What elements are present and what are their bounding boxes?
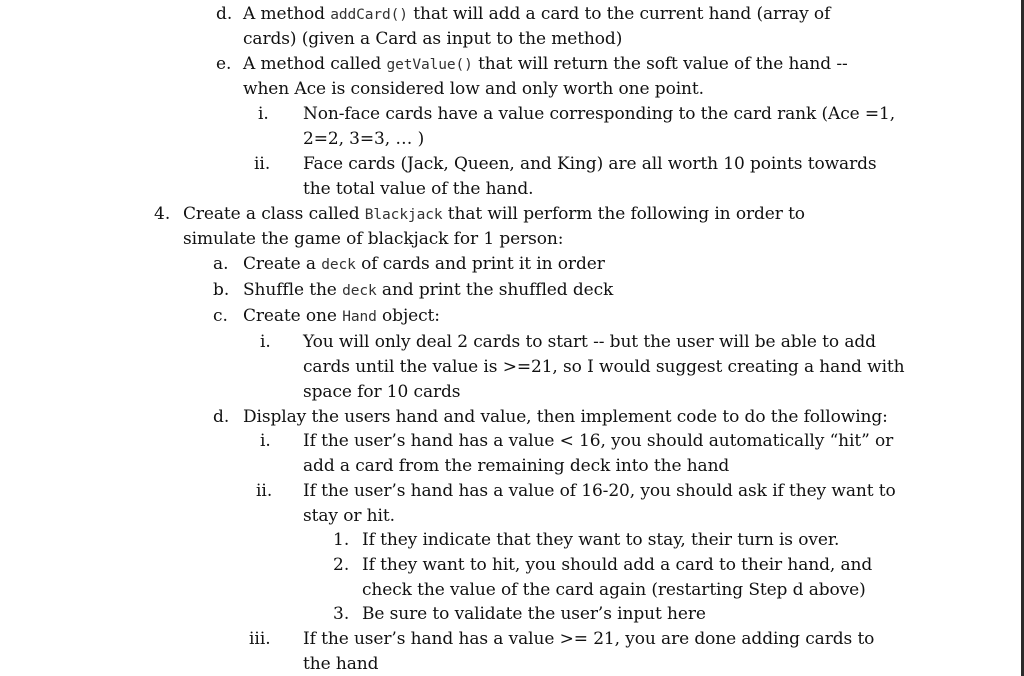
item-4-text-post: that will perform the following in order to: [442, 204, 805, 224]
deck-code: deck: [321, 257, 356, 273]
item-4d-line: Display the users hand and value, then implement code to do the following:: [243, 407, 888, 427]
item-e-ii-marker: ii.: [254, 154, 271, 174]
item-d-text: A method: [243, 4, 331, 24]
item-d-text-post: that will add a card to the current hand (array of: [407, 4, 831, 24]
item-4d-ii-3-line: Be sure to validate the user’s input here: [362, 604, 706, 624]
item-4d-i-line1: If the user’s hand has a value < 16, you should automatically “hit” or: [303, 431, 894, 451]
item-d-marker: d.: [216, 4, 233, 24]
blackjack-code: Blackjack: [364, 207, 443, 223]
item-4c-text-post: object:: [376, 306, 440, 326]
item-4d-ii-line1: If the user’s hand has a value of 16-20, you should ask if they want to: [303, 481, 896, 501]
item-4c-i-line3: space for 10 cards: [303, 382, 461, 402]
item-e-ii-line2: the total value of the hand.: [303, 179, 534, 199]
deck-code: deck: [342, 283, 377, 299]
item-4-line2: simulate the game of blackjack for 1 person:: [183, 229, 564, 249]
item-4d-ii-marker: ii.: [256, 481, 273, 501]
item-4a-line: [243, 252, 605, 277]
item-4d-iii-line1: If the user’s hand has a value >= 21, you are done adding cards to: [303, 629, 875, 649]
item-4d-i-marker: i.: [260, 431, 271, 451]
item-4c-text: Create one: [243, 306, 343, 326]
item-4d-ii-line2: stay or hit.: [303, 506, 395, 526]
hand-code: Hand: [342, 309, 377, 325]
item-e-text-post: that will return the soft value of the hand --: [472, 54, 848, 74]
item-4d-ii-1-line: If they indicate that they want to stay, their turn is over.: [362, 530, 840, 550]
item-4b-marker: b.: [213, 280, 230, 300]
item-4-text: Create a class called: [183, 204, 365, 224]
item-4c-i-marker: i.: [260, 332, 271, 352]
item-e-line1: [243, 52, 848, 77]
getvalue-code: getValue(): [386, 57, 473, 73]
item-4d-iii-marker: iii.: [249, 629, 271, 649]
item-e-text: A method called: [243, 54, 387, 74]
item-4a-marker: a.: [213, 254, 229, 274]
item-4c-i-line1: You will only deal 2 cards to start -- but the user will be able to add: [303, 332, 876, 352]
item-4c-line: [243, 304, 440, 329]
item-4d-iii-line2: the hand: [303, 654, 379, 674]
item-4b-line: [243, 278, 613, 303]
item-e-i-line1: Non-face cards have a value corresponding to the card rank (Ace =1,: [303, 104, 896, 124]
item-e-i-line2: 2=2, 3=3, … ): [303, 129, 425, 149]
item-4d-ii-2-line2: check the value of the card again (restarting Step d above): [362, 580, 866, 600]
item-e-marker: e.: [216, 54, 232, 74]
addcard-code: addCard(): [330, 7, 408, 23]
item-4d-ii-1-marker: 1.: [333, 530, 350, 550]
item-d-line2: cards) (given a Card as input to the method): [243, 29, 623, 49]
item-4-line1: [183, 202, 805, 227]
item-4d-ii-2-marker: 2.: [333, 555, 350, 575]
item-4d-ii-2-line1: If they want to hit, you should add a card to their hand, and: [362, 555, 873, 575]
item-4d-ii-3-marker: 3.: [333, 604, 350, 624]
item-4-marker: 4.: [154, 204, 171, 224]
item-4c-i-line2: cards until the value is >=21, so I would suggest creating a hand with: [303, 357, 905, 377]
item-d-line1: [243, 2, 830, 27]
item-4c-marker: c.: [213, 306, 228, 326]
item-e-line2: when Ace is considered low and only worth one point.: [243, 79, 704, 99]
item-4a-text: Create a: [243, 254, 322, 274]
item-4b-text-post: and print the shuffled deck: [376, 280, 614, 300]
item-4b-text: Shuffle the: [243, 280, 343, 300]
item-4d-i-line2: add a card from the remaining deck into the hand: [303, 456, 730, 476]
item-4a-text-post: of cards and print it in order: [355, 254, 605, 274]
item-4d-marker: d.: [213, 407, 230, 427]
item-e-i-marker: i.: [258, 104, 269, 124]
item-e-ii-line1: Face cards (Jack, Queen, and King) are all worth 10 points towards: [303, 154, 877, 174]
